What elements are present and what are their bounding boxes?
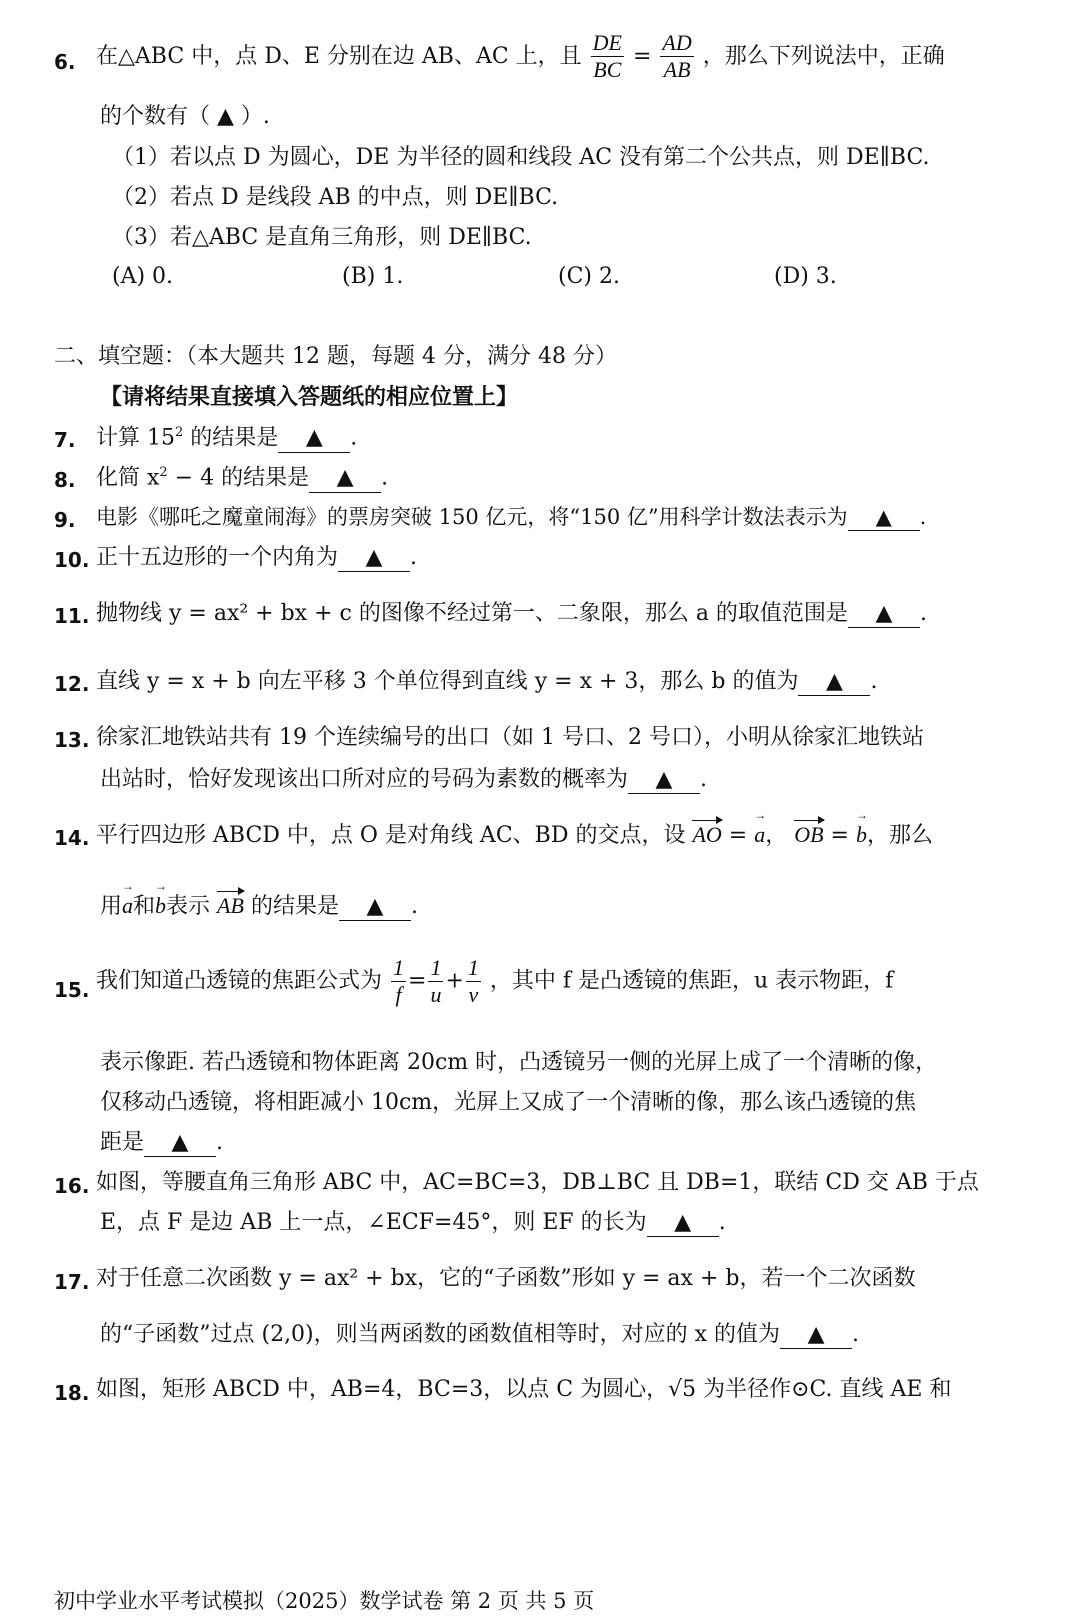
- q18-number: 18.: [54, 1381, 90, 1405]
- q14-answer-blank[interactable]: ▲: [339, 894, 411, 921]
- vector-ao: AO: [692, 822, 722, 847]
- q12-number: 12.: [54, 672, 90, 696]
- q15-text-c: 表示像距. 若凸透镜和物体距离 20cm 时，凸透镜另一侧的光屏上成了一个清晰的像，: [100, 1050, 938, 1075]
- q6-option-d: (D) 3.: [774, 264, 837, 289]
- q9-text: 电影《哪吒之魔童闹海》的票房突破 150 亿元，将“150 亿”用科学计数法表示为 ▲ .: [96, 505, 926, 531]
- q15-number: 15.: [54, 978, 90, 1002]
- section2-note: 【请将结果直接填入答题纸的相应位置上】: [100, 384, 519, 410]
- q10-number: 10.: [54, 548, 90, 572]
- vector-b: b →: [856, 822, 867, 848]
- q9-number: 9.: [54, 508, 76, 532]
- section2-title: 二、填空题：（本大题共 12 题，每题 4 分，满分 48 分）: [54, 344, 617, 369]
- q6-stem-b: ，那么下列说法中，正确: [702, 43, 945, 69]
- q12-text: 直线 y = x + b 向左平移 3 个单位得到直线 y = x + 3，那么 b 的值为 ▲ .: [96, 669, 877, 696]
- q16-text-a: 如图，等腰直角三角形 ABC 中，AC=BC=3，DB⊥BC 且 DB=1，联结 CD 交 AB 于点: [96, 1170, 979, 1195]
- q8-answer-blank[interactable]: ▲: [309, 465, 381, 492]
- q6-number: 6.: [54, 50, 76, 74]
- q7-text: 计算 $15^2$ 的结果是 ▲ .: [96, 425, 357, 453]
- q11-text: 抛物线 y = ax² + bx + c 的图像不经过第一、二象限，那么 a 的取值范围是 ▲ .: [96, 601, 927, 628]
- q15-text-a: 我们知道凸透镜的焦距公式为 $\frac{1}{f}$ = $\frac{1}{u}$ + $\frac{1}{v}$ ，其中 f 是凸透镜的焦距，u 表示物距，f: [96, 955, 894, 1008]
- q15-text-d: 仅移动凸透镜，将相距减小 10cm，光屏上又成了一个清晰的像，那么该凸透镜的焦: [100, 1090, 917, 1115]
- q15-answer-blank[interactable]: ▲: [144, 1130, 216, 1157]
- q11-number: 11.: [54, 604, 90, 628]
- page-footer: 初中学业水平考试模拟（2025）数学试卷 第 2 页 共 5 页: [54, 1589, 595, 1613]
- lens-formula: $\frac{1}{f}$: [393, 955, 405, 1008]
- q15-text-e: 距是 ▲ .: [100, 1130, 223, 1157]
- q7-answer-blank[interactable]: ▲: [278, 425, 350, 452]
- q13-answer-blank[interactable]: ▲: [628, 767, 700, 794]
- q17-answer-blank[interactable]: ▲: [780, 1322, 852, 1349]
- q6-option-c: (C) 2.: [558, 264, 620, 289]
- q6-statement-3: （3）若△ABC 是直角三角形，则 DE∥BC.: [112, 225, 532, 250]
- q6-stem: 在△ABC 中，点 D、E 分别在边 AB、AC 上，且 $\frac{DE}{BC}$ = $\frac{AD}{AB}$ ，那么下列说法中，正确: [96, 30, 945, 83]
- q13-number: 13.: [54, 728, 90, 752]
- q17-number: 17.: [54, 1270, 90, 1294]
- q6-fraction-de-bc: $\frac{DE}{BC}$: [592, 30, 622, 83]
- q6-stem-a: 在△ABC 中，点 D、E 分别在边 AB、AC 上，且: [96, 43, 582, 69]
- q17-text-a: 对于任意二次函数 y = ax² + bx，它的“子函数”形如 y = ax + b，若一个二次函数: [96, 1266, 916, 1291]
- q6-option-b: (B) 1.: [342, 264, 404, 289]
- q14-number: 14.: [54, 826, 90, 850]
- q14-text-a: 平行四边形 ABCD 中，点 O 是对角线 AC、BD 的交点，设 AO = a →， OB = b →，那么: [96, 822, 933, 849]
- q16-answer-blank[interactable]: ▲: [647, 1210, 719, 1237]
- q8-number: 8.: [54, 468, 76, 492]
- q6-option-a: (A) 0.: [112, 264, 174, 289]
- q6-stem-c: 的个数有（ ▲ ）.: [100, 104, 270, 129]
- q8-text: 化简 $x^2 - 4$ 的结果是 ▲ .: [96, 465, 388, 493]
- q10-answer-blank[interactable]: ▲: [338, 545, 410, 572]
- vector-ab: AB: [217, 893, 244, 918]
- vector-ob: OB: [794, 822, 824, 847]
- vector-a: a →: [754, 822, 765, 848]
- q9-answer-blank[interactable]: ▲: [848, 505, 920, 531]
- q18-text-a: 如图，矩形 ABCD 中，AB=4，BC=3，以点 C 为圆心，√5 为半径作⊙C. 直线 AE 和: [96, 1377, 952, 1402]
- q16-text-b: E，点 F 是边 AB 上一点，∠ECF=45°，则 EF 的长为 ▲ .: [100, 1210, 726, 1237]
- q13-text-a: 徐家汇地铁站共有 19 个连续编号的出口（如 1 号口、2 号口），小明从徐家汇地铁站: [96, 725, 924, 750]
- q6-statement-2: （2）若点 D 是线段 AB 的中点，则 DE∥BC.: [112, 185, 559, 210]
- q17-text-b: 的“子函数”过点 (2,0)，则当两函数的函数值相等时，对应的 x 的值为 ▲ .: [100, 1322, 859, 1349]
- q6-statement-1: （1）若以点 D 为圆心，DE 为半径的圆和线段 AC 没有第二个公共点，则 DE∥BC.: [112, 145, 930, 170]
- q14-text-b: 用a →和b →表示 AB 的结果是 ▲ .: [100, 893, 418, 921]
- q7-number: 7.: [54, 428, 76, 452]
- q12-answer-blank[interactable]: ▲: [798, 669, 870, 696]
- q13-text-b: 出站时，恰好发现该出口所对应的号码为素数的概率为 ▲ .: [100, 767, 707, 794]
- q11-answer-blank[interactable]: ▲: [848, 601, 920, 628]
- q6-fraction-ad-ab: $\frac{AD}{AB}$: [662, 30, 692, 83]
- q16-number: 16.: [54, 1174, 90, 1198]
- q10-text: 正十五边形的一个内角为 ▲ .: [96, 545, 417, 572]
